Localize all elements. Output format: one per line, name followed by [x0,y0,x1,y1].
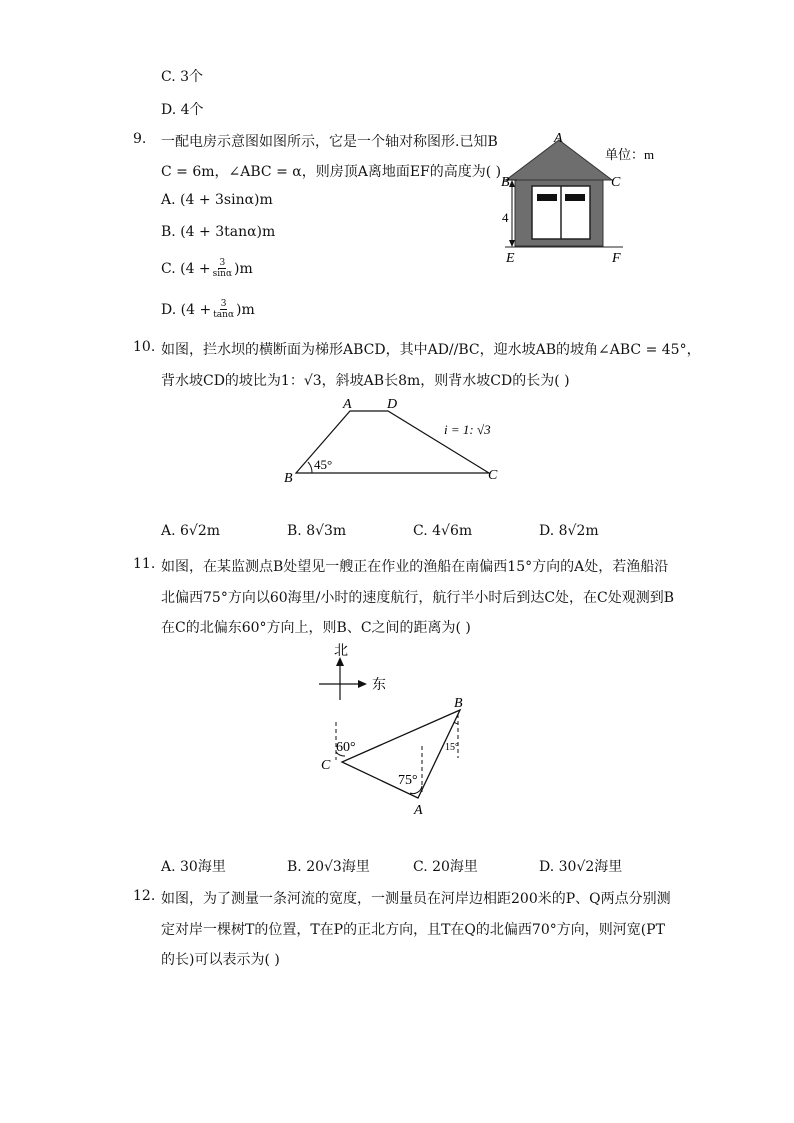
q10-option-c: C. 4√6m [413,523,473,539]
q9-option-d-fraction [213,299,234,320]
q11-option-a: A. 30海里 [161,859,226,875]
q9-label-b: B [501,175,510,190]
q10-label-a: A [343,397,352,412]
door-window-right [565,194,585,201]
q10-trapezoid-figure [280,394,520,490]
q10-label-b: B [284,471,293,486]
q11-label-75: 75° [398,773,418,788]
q9-option-c-prefix: C. (4 + [161,260,211,277]
q10-label-slope: i = 1: √3 [444,422,491,437]
q9-label-unit: 单位：m [605,147,655,162]
q9-stem-line2: C = 6m，∠ABC = α，则房顶A离地面EF的高度为( ) [161,164,502,180]
q10-label-c: C [488,468,498,483]
q9-label-a: A [554,131,563,146]
q11-navigation-figure [310,640,485,820]
q9-option-c-suffix: )m [234,260,253,277]
door-window-left [537,194,557,201]
angle-b-arc [454,722,458,724]
q11-label-15: 15° [445,742,459,753]
q9-option-c [161,258,253,279]
q11-label-c: C [321,758,331,773]
q12-number: 12. [133,888,156,904]
q10-label-angle: 45° [314,457,333,472]
q10-option-a: A. 6√2m [161,523,221,539]
east-label: 东 [372,678,386,693]
height-arrow-up-head [509,180,515,187]
q9-label-e: E [506,251,515,266]
q8-option-c: C. 3个 [161,69,204,85]
q10-option-d: D. 8√2m [539,523,599,539]
q11-option-b: B. 20√3海里 [287,859,370,875]
q9-option-d-prefix: D. (4 + [161,301,212,318]
q10-number: 10. [133,339,156,355]
q10-label-d: D [387,397,398,412]
q11-label-b: B [454,696,463,711]
q9-house-figure [495,128,670,268]
q10-stem-line1: 如图，拦水坝的横断面为梯形ABCD，其中AD//BC，迎水坡AB的坡角∠ABC = 45°， [161,342,701,358]
q9-option-c-denominator: sinα [212,269,233,279]
q9-label-f: F [612,251,621,266]
q11-number: 11. [133,556,156,572]
q9-stem-line1: 一配电房示意图如图所示，它是一个轴对称图形.已知B [161,134,498,150]
q11-stem-line3: 在C的北偏东60°方向上，则B、C之间的距离为( ) [161,620,471,636]
q8-option-d: D. 4个 [161,102,204,118]
north-label: 北 [334,644,348,659]
q9-option-c-numerator: 3 [219,258,226,268]
q9-option-a: A. (4 + 3sinα)m [161,192,273,208]
q11-stem-line1: 如图，在某监测点B处望见一艘正在作业的渔船在南偏西15°方向的A处，若渔船沿 [161,559,669,575]
q11-option-d: D. 30√2海里 [539,859,623,875]
q9-label-height: 4 [502,210,509,225]
q9-option-c-fraction [213,258,232,279]
q9-label-c: C [611,175,621,190]
q11-label-60: 60° [336,740,356,755]
q12-stem-line1: 如图，为了测量一条河流的宽度，一测量员在河岸边相距200米的P、Q两点分别测 [161,891,671,907]
q12-stem-line2: 定对岸一棵树T的位置，T在P的正北方向，且T在Q的北偏西70°方向，则河宽(PT [161,922,665,938]
q9-option-b: B. (4 + 3tanα)m [161,224,276,240]
q11-option-c: C. 20海里 [413,859,478,875]
q9-option-d [161,299,255,320]
east-arrow-head [358,680,367,688]
q9-option-d-denominator: tanα [213,310,235,320]
q11-label-a: A [414,803,423,818]
q10-stem-line2: 背水坡CD的坡比为1：√3，斜坡AB长8m，则背水坡CD的长为( ) [161,373,570,389]
angle-b-arc [308,462,312,473]
q9-number: 9. [133,131,147,147]
q9-option-d-numerator: 3 [220,299,227,309]
height-arrow-down-head [509,240,515,247]
q10-option-b: B. 8√3m [287,523,347,539]
q9-option-d-suffix: )m [236,301,255,318]
q12-stem-line3: 的长)可以表示为( ) [161,952,280,968]
house-roof [506,140,612,180]
q11-stem-line2: 北偏西75°方向以60海里/小时的速度航行，航行半小时后到达C处，在C处观测到B [161,590,675,606]
